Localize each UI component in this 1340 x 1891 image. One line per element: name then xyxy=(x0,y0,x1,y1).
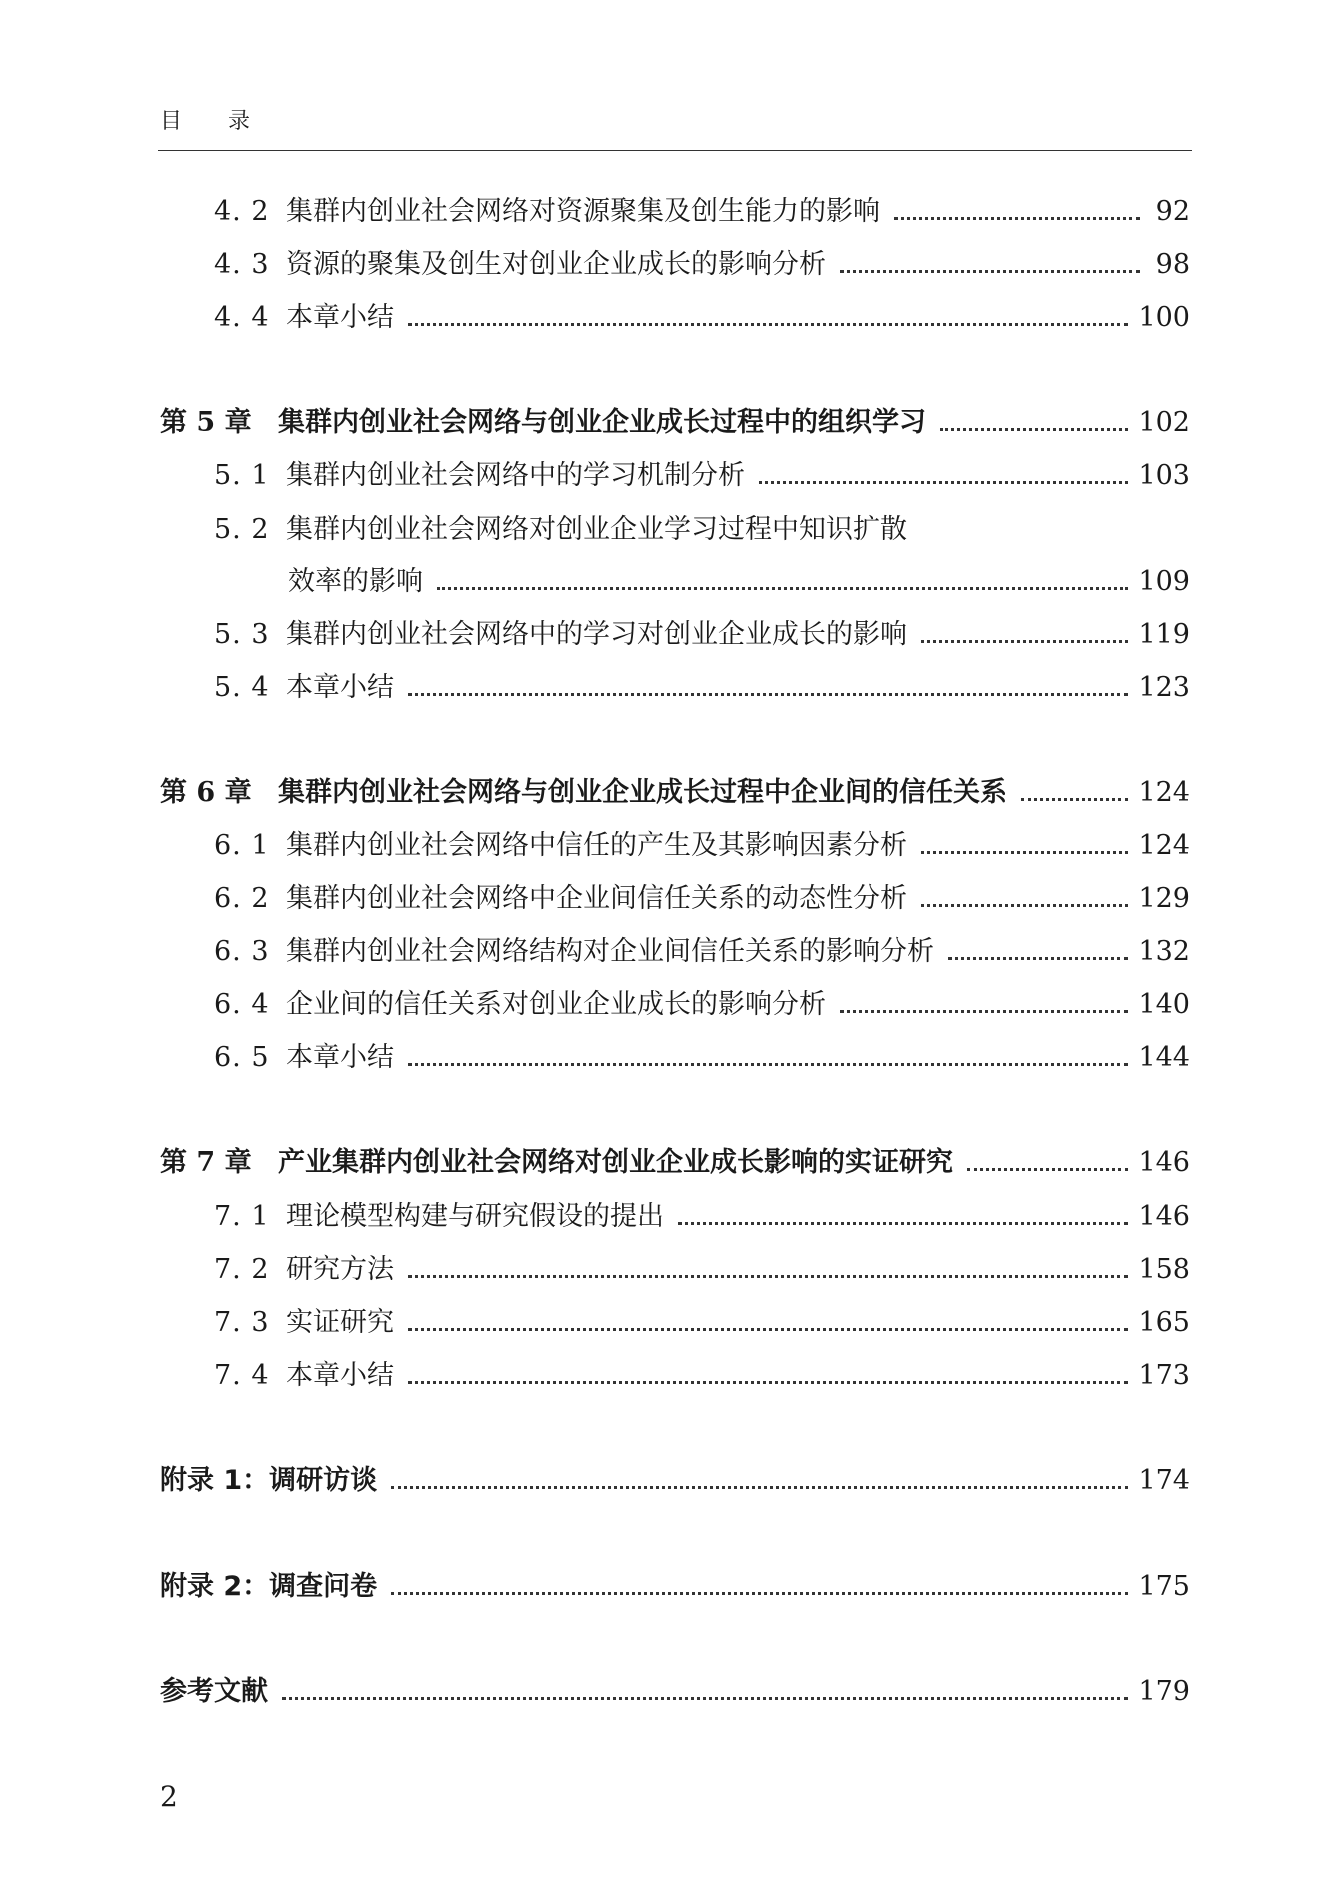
toc-entry-page: 179 xyxy=(1138,1676,1190,1707)
toc-entry-page: 129 xyxy=(1138,883,1190,914)
toc-entry-title: 产业集群内创业社会网络对创业企业成长影响的实证研究 xyxy=(278,1147,953,1178)
toc-entry-number: 7. 1 xyxy=(214,1201,270,1232)
toc-section-entry[interactable] xyxy=(214,510,1190,550)
toc-entry-title: 集群内创业社会网络对资源聚集及创生能力的影响 xyxy=(286,196,880,227)
toc-entry-page: 175 xyxy=(1138,1571,1190,1602)
toc-entry-number: 5. 1 xyxy=(214,460,270,491)
toc-entry-page: 146 xyxy=(1138,1147,1190,1178)
dot-leader xyxy=(437,587,1128,590)
toc-entry-title: 实证研究 xyxy=(286,1307,394,1338)
dot-leader xyxy=(282,1697,1128,1700)
toc-section-entry[interactable] xyxy=(214,826,1190,866)
toc-entry-title: 企业间的信任关系对创业企业成长的影响分析 xyxy=(286,989,826,1020)
toc-entry-number: 7. 2 xyxy=(214,1254,270,1285)
dot-leader xyxy=(408,323,1128,326)
toc-entry-page: 174 xyxy=(1138,1465,1190,1496)
toc-section-entry[interactable] xyxy=(214,1356,1190,1396)
toc-section-entry[interactable] xyxy=(214,1303,1190,1343)
toc-entry-number: 6. 2 xyxy=(214,883,270,914)
toc-entry-page: 124 xyxy=(1138,830,1190,861)
toc-entry-title: 本章小结 xyxy=(286,302,394,333)
toc-chapter-entry[interactable] xyxy=(160,1143,1190,1183)
toc-entry-number: 6. 3 xyxy=(214,936,270,967)
toc-section-entry[interactable] xyxy=(214,879,1190,919)
toc-entry-title: 附录 2：调查问卷 xyxy=(160,1571,378,1602)
toc-section-entry[interactable] xyxy=(214,298,1190,338)
toc-entry-number: 5. 3 xyxy=(214,619,270,650)
toc-entry-number: 4. 2 xyxy=(214,196,270,227)
toc-chapter-entry[interactable] xyxy=(160,403,1190,443)
toc-entry-title: 集群内创业社会网络中的学习机制分析 xyxy=(286,460,745,491)
toc-entry-title: 本章小结 xyxy=(286,672,394,703)
toc-section-entry[interactable] xyxy=(214,192,1190,232)
dot-leader xyxy=(940,428,1128,431)
dot-leader xyxy=(840,270,1140,273)
dot-leader xyxy=(840,1010,1128,1013)
toc-section-entry[interactable] xyxy=(214,1250,1190,1290)
toc-appendix-entry[interactable] xyxy=(160,1567,1190,1607)
dot-leader xyxy=(408,1328,1128,1331)
dot-leader xyxy=(408,1381,1128,1384)
toc-entry-number: 7. 3 xyxy=(214,1307,270,1338)
toc-entry-title: 集群内创业社会网络中信任的产生及其影响因素分析 xyxy=(286,830,907,861)
dot-leader xyxy=(1021,798,1128,801)
dot-leader xyxy=(894,217,1140,220)
toc-entry-title: 集群内创业社会网络对创业企业学习过程中知识扩散 xyxy=(286,514,907,545)
toc-chapter-entry[interactable] xyxy=(160,773,1190,813)
toc-entry-number: 6. 5 xyxy=(214,1042,270,1073)
toc-entry-page: 158 xyxy=(1138,1254,1190,1285)
toc-entry-number: 4. 4 xyxy=(214,302,270,333)
toc-entry-title: 集群内创业社会网络与创业企业成长过程中的组织学习 xyxy=(278,407,926,438)
dot-leader xyxy=(921,640,1128,643)
toc-entry-title: 集群内创业社会网络与创业企业成长过程中企业间的信任关系 xyxy=(278,777,1007,808)
dot-leader xyxy=(678,1222,1128,1225)
dot-leader xyxy=(391,1592,1128,1595)
toc-appendix-entry[interactable] xyxy=(160,1672,1190,1712)
dot-leader xyxy=(408,693,1128,696)
toc-entry-title: 本章小结 xyxy=(286,1360,394,1391)
toc-entry-number: 第 7 章 xyxy=(160,1147,252,1178)
dot-leader xyxy=(408,1063,1128,1066)
toc-entry-page: 92 xyxy=(1155,196,1190,227)
toc-entry-page: 103 xyxy=(1138,460,1190,491)
toc-entry-number: 4. 3 xyxy=(214,249,270,280)
toc-entry-page: 123 xyxy=(1138,672,1190,703)
running-head xyxy=(160,104,250,135)
toc-entry-page: 140 xyxy=(1138,989,1190,1020)
toc-section-entry[interactable] xyxy=(214,615,1190,655)
toc-entry-title: 研究方法 xyxy=(286,1254,394,1285)
toc-entry-title: 集群内创业社会网络中的学习对创业企业成长的影响 xyxy=(286,619,907,650)
toc-entry-page: 144 xyxy=(1138,1042,1190,1073)
toc-entry-number: 6. 1 xyxy=(214,830,270,861)
page-number: 2 xyxy=(160,1780,178,1813)
toc-entry-number: 第 6 章 xyxy=(160,777,252,808)
toc-entry-title: 参考文献 xyxy=(160,1676,268,1707)
toc-entry-page: 119 xyxy=(1138,619,1190,650)
toc-section-entry[interactable] xyxy=(214,932,1190,972)
toc-entry-page: 173 xyxy=(1138,1360,1190,1391)
toc-entry-number: 第 5 章 xyxy=(160,407,252,438)
toc-entry-page: 109 xyxy=(1138,566,1190,597)
toc-section-entry[interactable] xyxy=(214,668,1190,708)
dot-leader xyxy=(921,851,1128,854)
toc-section-entry[interactable] xyxy=(214,985,1190,1025)
toc-entry-page: 98 xyxy=(1155,249,1190,280)
toc-entry-title: 资源的聚集及创生对创业企业成长的影响分析 xyxy=(286,249,826,280)
dot-leader xyxy=(391,1486,1128,1489)
dot-leader xyxy=(948,957,1128,960)
toc-entry-number: 7. 4 xyxy=(214,1360,270,1391)
running-head-right: 录 xyxy=(228,109,251,134)
toc-entry-number: 5. 2 xyxy=(214,514,270,545)
dot-leader xyxy=(759,481,1128,484)
running-head-left: 目 xyxy=(160,109,183,134)
toc-section-entry-continuation[interactable] xyxy=(288,562,1190,602)
toc-entry-page: 102 xyxy=(1138,407,1190,438)
toc-entry-page: 132 xyxy=(1138,936,1190,967)
toc-section-entry[interactable] xyxy=(214,456,1190,496)
header-rule xyxy=(158,150,1192,151)
toc-entry-page: 165 xyxy=(1138,1307,1190,1338)
toc-entry-page: 124 xyxy=(1138,777,1190,808)
toc-entry-page: 100 xyxy=(1138,302,1190,333)
toc-entry-title: 理论模型构建与研究假设的提出 xyxy=(286,1201,664,1232)
dot-leader xyxy=(921,904,1128,907)
toc-entry-number: 6. 4 xyxy=(214,989,270,1020)
dot-leader xyxy=(408,1275,1128,1278)
toc-appendix-entry[interactable] xyxy=(160,1461,1190,1501)
toc-entry-title: 集群内创业社会网络中企业间信任关系的动态性分析 xyxy=(286,883,907,914)
toc-entry-page: 146 xyxy=(1138,1201,1190,1232)
dot-leader xyxy=(967,1168,1128,1171)
toc-section-entry[interactable] xyxy=(214,245,1190,285)
toc-entry-title-continuation: 效率的影响 xyxy=(288,566,423,597)
toc-section-entry[interactable] xyxy=(214,1038,1190,1078)
toc-entry-title: 本章小结 xyxy=(286,1042,394,1073)
toc-entry-title: 附录 1：调研访谈 xyxy=(160,1465,378,1496)
toc-entry-title: 集群内创业社会网络结构对企业间信任关系的影响分析 xyxy=(286,936,934,967)
toc-section-entry[interactable] xyxy=(214,1197,1190,1237)
toc-entry-number: 5. 4 xyxy=(214,672,270,703)
